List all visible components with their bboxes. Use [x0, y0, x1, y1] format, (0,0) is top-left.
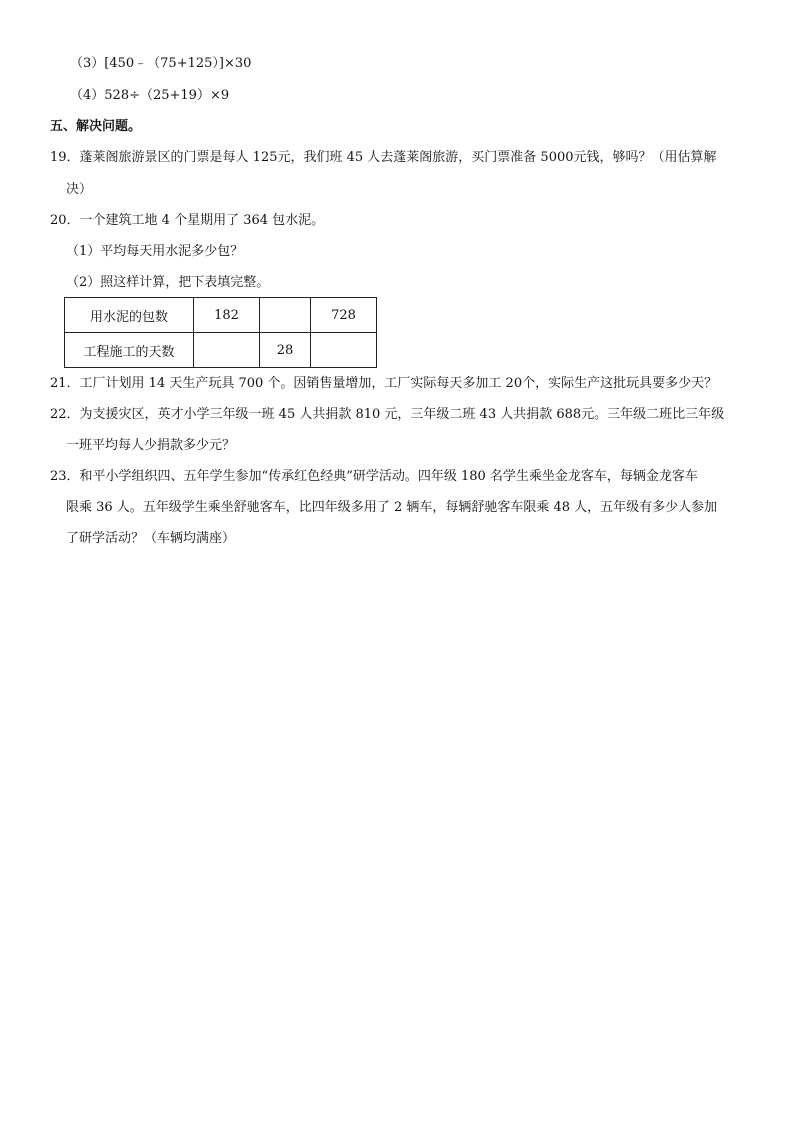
question-20-part-1: （1）平均每天用水泥多少包？ [66, 244, 244, 259]
question-20: 20．一个建筑工地 4 个星期用了 364 包水泥。 [50, 213, 325, 228]
question-21: 21．工厂计划用 14 天生产玩具 700 个。因销售量增加，工厂实际每天多加工 20个，实际生产这批玩具要多少天？ [50, 376, 718, 391]
question-19-line-1: 19．蓬莱阁旅游景区的门票是每人 125元，我们班 45 人去蓬莱阁旅游，买门票准备 5000元钱，够吗？（用估算解 [50, 150, 717, 165]
question-23-line-1: 23．和平小学组织四、五年学生参加“传承红色经典”研学活动。四年级 180 名学生乘坐金龙客车，每辆金龙客车 [50, 469, 698, 484]
question-22-line-1: 22．为支援灾区，英才小学三年级一班 45 人共捐款 810 元，三年级二班 43 人共捐款 688元。三年级二班比三年级 [50, 407, 725, 422]
question-20-part-2: （2）照这样计算，把下表填完整。 [66, 275, 270, 290]
cement-table [64, 297, 377, 368]
table-cell: 28 [260, 333, 311, 368]
table-cell [194, 333, 260, 368]
row-header-work-days: 工程施工的天数 [65, 333, 194, 368]
table-cell [260, 298, 311, 333]
calc-problem-4: （4）528÷（25+19）×9 [70, 88, 230, 103]
table-cell: 182 [194, 298, 260, 333]
row-header-cement-bags: 用水泥的包数 [65, 298, 194, 333]
calc-problem-3: （3）[450﹣（75+125）]×30 [70, 56, 252, 71]
table-row [65, 298, 377, 333]
question-23-line-3: 了研学活动？（车辆均满座） [66, 531, 236, 546]
table-cell [311, 333, 377, 368]
table-row [65, 333, 377, 368]
question-22-line-2: 一班平均每人少捐款多少元？ [66, 438, 236, 453]
section-title-5: 五、解决问题。 [50, 119, 142, 134]
table-cell: 728 [311, 298, 377, 333]
question-23-line-2: 限乘 36 人。五年级学生乘坐舒驰客车，比四年级多用了 2 辆车，每辆舒驰客车限乘 48 人，五年级有多少人参加 [66, 500, 718, 515]
question-19-line-2: 决） [66, 182, 93, 197]
